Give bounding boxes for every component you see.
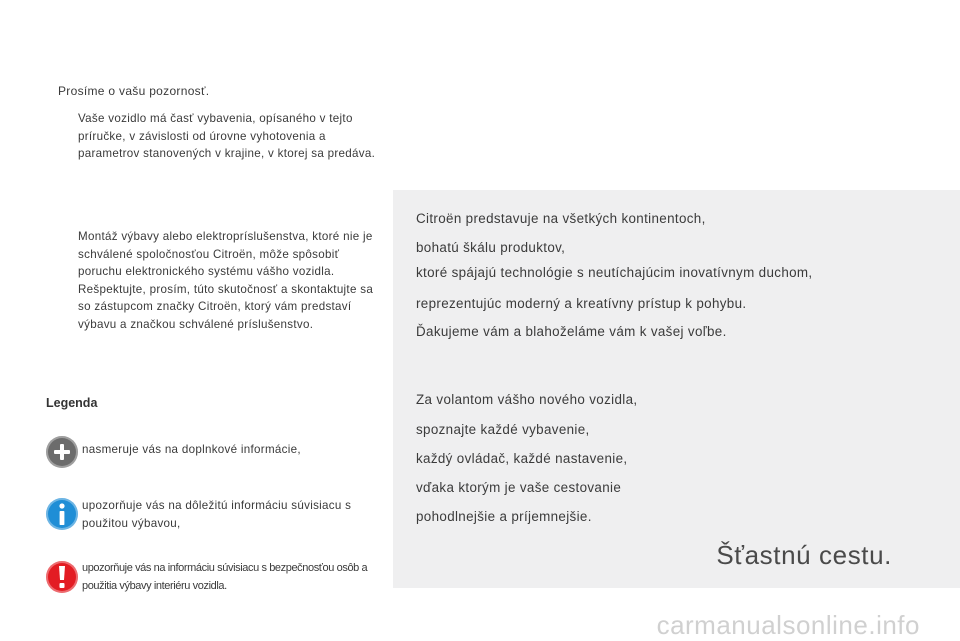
driver-line: každý ovládač, každé nastavenie, — [416, 451, 628, 466]
citroen-line: Citroën predstavuje na všetkých kontinentoch, — [416, 211, 706, 226]
notice-column — [0, 0, 393, 640]
legend-item-additional-info — [46, 436, 382, 468]
legend-item-label: upozorňuje vás na dôležitú informáciu súvisiacu s použitou výbavou, — [82, 499, 352, 530]
legend-item-label: upozorňuje vás na informáciu súvisiacu s bezpečnosťou osôb a použitia výbavy interiéru vozidla. — [82, 562, 368, 592]
attention-heading: Prosíme o vašu pozornosť. — [58, 84, 210, 98]
exclamation-circle-icon — [46, 561, 78, 593]
equipment-notice-paragraph: Vaše vozidlo má časť vybavenia, opísaného v tejto príručke, v závislosti od úrovne vyhotovenia a parametrov stanovených v krajine, v ktorej sa predáva. — [78, 112, 376, 161]
legend-item-label: nasmeruje vás na doplnkové informácie, — [82, 443, 301, 456]
driver-line: pohodlnejšie a príjemnejšie. — [416, 509, 592, 524]
citroen-line: bohatú škálu produktov, — [416, 240, 566, 255]
closing-greeting: Šťastnú cestu. — [716, 540, 892, 570]
driver-line: Za volantom vášho nového vozidla, — [416, 392, 638, 407]
citroen-line: reprezentujúc moderný a kreatívny prístup k pohybu. — [416, 296, 747, 311]
driver-line: vďaka ktorým je vaše cestovanie — [416, 480, 622, 495]
watermark: carmanualsonline.info — [656, 610, 920, 640]
legend-item-important-info — [46, 498, 382, 532]
accessory-warning-paragraph: Montáž výbavy alebo elektropríslušenstva, ktoré nie je schválené spoločnosťou Citroën, môže spôsobiť poruchu elektronického systému vášho vozidla. Rešpektujte, prosím, túto skutočnosť a skontaktujte sa so zástupcom značky Citroën, ktorý vám predstaví výbavu a značkou schválené príslušenstvo. — [78, 230, 374, 331]
legend-item-safety-info — [46, 561, 392, 595]
plus-circle-icon — [46, 436, 78, 468]
legend-title: Legenda — [46, 396, 98, 410]
citroen-line: ktoré spájajú technológie s neutíchajúcim inovatívnym duchom, — [416, 265, 813, 280]
welcome-panel — [393, 190, 960, 588]
plus-glyph — [53, 443, 71, 461]
exclamation-glyph — [58, 566, 66, 588]
citroen-line: Ďakujeme vám a blahoželáme vám k vašej voľbe. — [416, 324, 727, 339]
info-glyph — [57, 503, 67, 525]
driver-line: spoznajte každé vybavenie, — [416, 422, 590, 437]
info-circle-icon — [46, 498, 78, 530]
